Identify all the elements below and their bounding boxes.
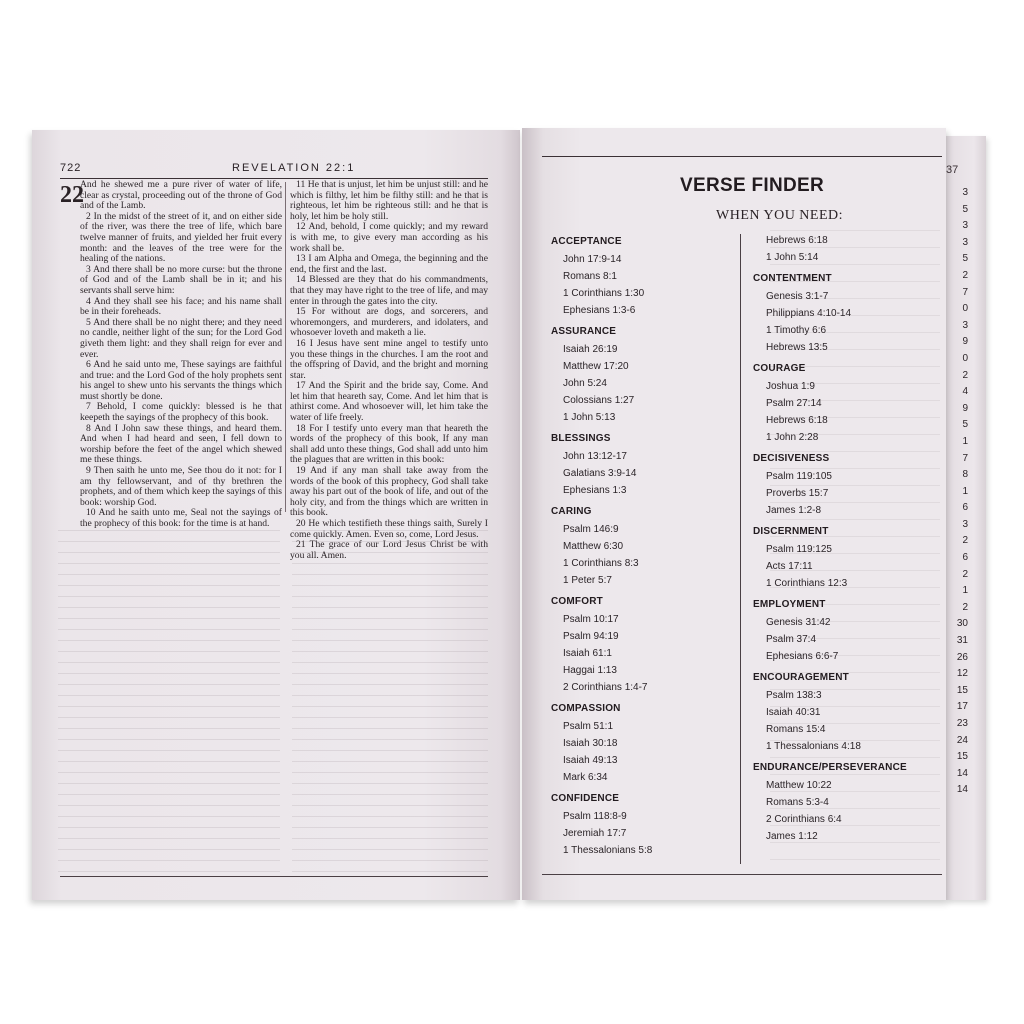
edge-number: 15: [956, 751, 968, 763]
column-rule: [285, 182, 286, 512]
verse-reference: Psalm 27:14: [766, 398, 822, 409]
category-heading: ENCOURAGEMENT: [753, 672, 849, 683]
verse-paragraph: 15 For without are dogs, and sorcerers, and whoremongers, and murderers, and idolaters, and whosoever loveth and maketh a lie.: [290, 306, 488, 339]
verse-reference: 1 Corinthians 8:3: [563, 558, 639, 569]
verse-reference: John 17:9-14: [563, 254, 622, 265]
column-divider: [740, 234, 741, 864]
scripture-column-1: [80, 180, 282, 530]
verse-reference: Ephesians 1:3-6: [563, 305, 636, 316]
category-heading: COMFORT: [551, 596, 603, 607]
edge-page-number: 37: [946, 164, 959, 176]
verse-reference: Genesis 3:1-7: [766, 291, 829, 302]
edge-number: 0: [962, 303, 968, 315]
verse-reference: Jeremiah 17:7: [563, 828, 627, 839]
edge-number: 5: [962, 203, 968, 215]
category-heading: CARING: [551, 506, 592, 517]
edge-number: 17: [956, 701, 968, 713]
verse-paragraph: 4 And they shall see his face; and his name shall be in their foreheads.: [80, 295, 282, 318]
verse-reference: Proverbs 15:7: [766, 488, 829, 499]
edge-number: 4: [962, 386, 968, 398]
verse-reference: Colossians 1:27: [563, 395, 635, 406]
verse-reference: Galatians 3:9-14: [563, 468, 637, 479]
edge-number: 6: [962, 552, 968, 564]
edge-number: 2: [962, 269, 968, 281]
verse-reference: Genesis 31:42: [766, 617, 831, 628]
verse-reference: Psalm 119:125: [766, 544, 832, 555]
verse-paragraph: 7 Behold, I come quickly: blessed is he that keepeth the sayings of the prophecy of this book.: [80, 401, 282, 424]
right-footer-rule: [542, 874, 942, 875]
edge-number: 3: [962, 187, 968, 198]
edge-number: 24: [956, 734, 968, 746]
edge-number: 7: [962, 452, 968, 464]
verse-paragraph: 12 And, behold, I come quickly; and my reward is with me, to give every man according as his work shall be.: [290, 221, 488, 254]
edge-number: 9: [962, 336, 968, 348]
verse-reference: 1 John 5:14: [766, 252, 819, 263]
verse-paragraph: 16 I Jesus have sent mine angel to testify unto you these things in the churches. I am the root and the offspring of David, and the bright and morning star.: [290, 337, 488, 381]
verse-reference: 1 Thessalonians 5:8: [563, 845, 653, 856]
running-head-title: REVELATION 22:1: [232, 162, 356, 174]
scripture-column-2: [290, 180, 488, 561]
edge-number: 30: [956, 618, 968, 630]
verse-reference: 1 John 2:28: [766, 432, 819, 443]
verse-reference: Acts 17:11: [766, 561, 813, 572]
verse-reference: Isaiah 30:18: [563, 738, 618, 749]
verse-paragraph: 3 And there shall be no more curse: but the throne of God and of the Lamb shall be in it; and his servants shall serve him:: [80, 263, 282, 296]
verse-reference: 1 Timothy 6:6: [766, 325, 827, 336]
verse-reference: Psalm 94:19: [563, 631, 619, 642]
verse-reference: Ephesians 1:3: [563, 485, 627, 496]
verse-finder-right-column: [753, 232, 943, 845]
verse-reference: Psalm 138:3: [766, 690, 822, 701]
verse-reference: 2 Corinthians 1:4-7: [563, 682, 648, 693]
verse-reference: 1 John 5:13: [563, 412, 616, 423]
verse-paragraph: 14 Blessed are they that do his commandments, that they may have right to the tree of life, and may enter in through the gates into the city.: [290, 274, 488, 307]
verse-reference: Mark 6:34: [563, 772, 608, 783]
verse-paragraph: 9 Then saith he unto me, See thou do it not: for I am thy fellowservant, and of thy brethren the prophets, and of them which keep the sayings of this book: worship God.: [80, 465, 282, 508]
edge-number: 8: [962, 469, 968, 481]
edge-number: 7: [962, 286, 968, 298]
verse-reference: Isaiah 49:13: [563, 755, 618, 766]
category-heading: DECISIVENESS: [753, 453, 830, 464]
verse-reference: Romans 5:3-4: [766, 797, 829, 808]
verse-reference: Psalm 119:105: [766, 471, 832, 482]
verse-paragraph: 17 And the Spirit and the bride say, Come. And let him that heareth say, Come. And let him that is athirst come. And whosoever will, let him take the water of life freely.: [290, 380, 488, 424]
edge-number: 12: [956, 668, 968, 680]
edge-number: 5: [962, 419, 968, 431]
verse-reference: Psalm 146:9: [563, 524, 619, 535]
verse-reference: Joshua 1:9: [766, 381, 815, 392]
verse-reference: James 1:2-8: [766, 505, 822, 516]
verse-paragraph: 18 For I testify unto every man that heareth the words of the prophecy of this book, If any man shall add unto these things, God shall add unto him the plagues that are written in this book:: [290, 422, 488, 466]
edge-number: 3: [962, 518, 968, 530]
verse-reference: James 1:12: [766, 831, 818, 842]
left-running-head: [60, 162, 488, 179]
verse-paragraph: 8 And I John saw these things, and heard them. And when I had heard and seen, I fell down to worship before the feet of the angel which shewed me these things.: [80, 422, 282, 466]
verse-reference: Matthew 17:20: [563, 361, 629, 372]
category-heading: DISCERNMENT: [753, 526, 829, 537]
edge-number: 3: [962, 220, 968, 232]
edge-number: 1: [962, 485, 968, 497]
verse-reference: Philippians 4:10-14: [766, 308, 852, 319]
verse-reference: John 5:24: [563, 378, 607, 389]
verse-reference: 1 Thessalonians 4:18: [766, 741, 861, 752]
edge-number: 1: [962, 435, 968, 447]
verse-paragraph: And he shewed me a pure river of water of life, clear as crystal, proceeding out of the throne of God and of the Lamb.: [80, 179, 282, 212]
edge-number: 2: [962, 568, 968, 580]
verse-reference: Hebrews 6:18: [766, 235, 828, 246]
edge-number: 9: [962, 402, 968, 414]
verse-reference: 1 Corinthians 12:3: [766, 578, 848, 589]
verse-finder-subtitle: WHEN YOU NEED:: [716, 208, 844, 223]
verse-reference: Isaiah 40:31: [766, 707, 821, 718]
category-heading: ACCEPTANCE: [551, 236, 622, 247]
edge-number: 2: [962, 369, 968, 381]
verse-reference: Romans 8:1: [563, 271, 617, 282]
edge-page-numbers: [948, 185, 968, 799]
category-heading: COURAGE: [753, 363, 806, 374]
category-heading: CONTENTMENT: [753, 273, 832, 284]
verse-reference: Hebrews 6:18: [766, 415, 828, 426]
verse-finder-left-column: [551, 232, 731, 859]
verse-reference: Matthew 10:22: [766, 780, 832, 791]
show-through-text-right: [292, 530, 488, 880]
verse-reference: John 13:12-17: [563, 451, 627, 462]
verse-reference: Haggai 1:13: [563, 665, 617, 676]
chapter-number: 22: [60, 182, 84, 208]
category-heading: ENDURANCE/PERSEVERANCE: [753, 762, 907, 773]
verse-reference: Psalm 37:4: [766, 634, 817, 645]
verse-reference: Psalm 10:17: [563, 614, 619, 625]
left-page-number: 722: [60, 162, 82, 174]
edge-number: 2: [962, 601, 968, 613]
verse-paragraph: 20 He which testifieth these things saith, Surely I come quickly. Amen. Even so, come, Lord Jesus.: [290, 518, 488, 540]
show-through-text-left: [58, 530, 280, 880]
left-footer-rule: [60, 876, 488, 877]
edge-number: 5: [962, 253, 968, 265]
edge-number: 0: [962, 352, 968, 364]
edge-number: 2: [962, 535, 968, 547]
verse-paragraph: 11 He that is unjust, let him be unjust still: and he which is filthy, let him be filthy still: and he that is righteous, let him be righteous still: and he that is holy, let him be holy still.: [290, 179, 488, 222]
edge-number: 6: [962, 502, 968, 514]
verse-finder-title: VERSE FINDER: [680, 175, 825, 196]
verse-paragraph: 10 And he saith unto me, Seal not the sayings of the prophecy of this book: for the time is at hand.: [80, 507, 282, 529]
category-heading: COMPASSION: [551, 703, 621, 714]
edge-number: 26: [956, 651, 968, 663]
edge-number: 23: [956, 718, 968, 729]
verse-reference: Hebrews 13:5: [766, 342, 828, 353]
verse-paragraph: 5 And there shall be no night there; and they need no candle, neither light of the sun; for the Lord God giveth them light: and they shall reign for ever and ever.: [80, 316, 282, 360]
verse-reference: 1 Peter 5:7: [563, 575, 612, 586]
edge-number: 14: [956, 767, 968, 779]
verse-paragraph: 6 And he said unto me, These sayings are faithful and true: and the Lord God of the holy prophets sent his angel to shew unto his servants the things which must shortly be done.: [80, 359, 282, 402]
edge-number: 31: [956, 635, 968, 647]
category-heading: BLESSINGS: [551, 433, 611, 444]
verse-reference: Isaiah 61:1: [563, 648, 612, 659]
category-heading: CONFIDENCE: [551, 793, 620, 804]
verse-reference: Ephesians 6:6-7: [766, 651, 839, 662]
verse-paragraph: 2 In the midst of the street of it, and on either side of the river, was there the tree of life, which bare twelve manner of fruits, and yielded her fruit every month: and the leaves of the tree were for the healing of the nations.: [80, 210, 282, 265]
verse-reference: 2 Corinthians 6:4: [766, 814, 842, 825]
verse-reference: Psalm 51:1: [563, 721, 614, 732]
verse-reference: Romans 15:4: [766, 724, 826, 735]
verse-reference: Isaiah 26:19: [563, 344, 618, 355]
edge-number: 3: [962, 319, 968, 331]
edge-number: 3: [962, 236, 968, 248]
verse-reference: Matthew 6:30: [563, 541, 624, 552]
edge-number: 14: [956, 784, 968, 796]
edge-number: 15: [956, 684, 968, 696]
edge-number: 1: [962, 585, 968, 597]
category-heading: EMPLOYMENT: [753, 599, 826, 610]
verse-paragraph: 13 I am Alpha and Omega, the beginning and the end, the first and the last.: [290, 253, 488, 275]
verse-reference: Psalm 118:8-9: [563, 811, 627, 822]
right-header-rule: [542, 156, 942, 157]
category-heading: ASSURANCE: [551, 326, 617, 337]
verse-paragraph: 19 And if any man shall take away from the words of the book of this prophecy, God shall take away his part out of the book of life, and out of the holy city, and from the things which are written in this book.: [290, 465, 488, 519]
verse-paragraph: 21 The grace of our Lord Jesus Christ be with you all. Amen.: [290, 539, 488, 561]
verse-reference: 1 Corinthians 1:30: [563, 288, 645, 299]
